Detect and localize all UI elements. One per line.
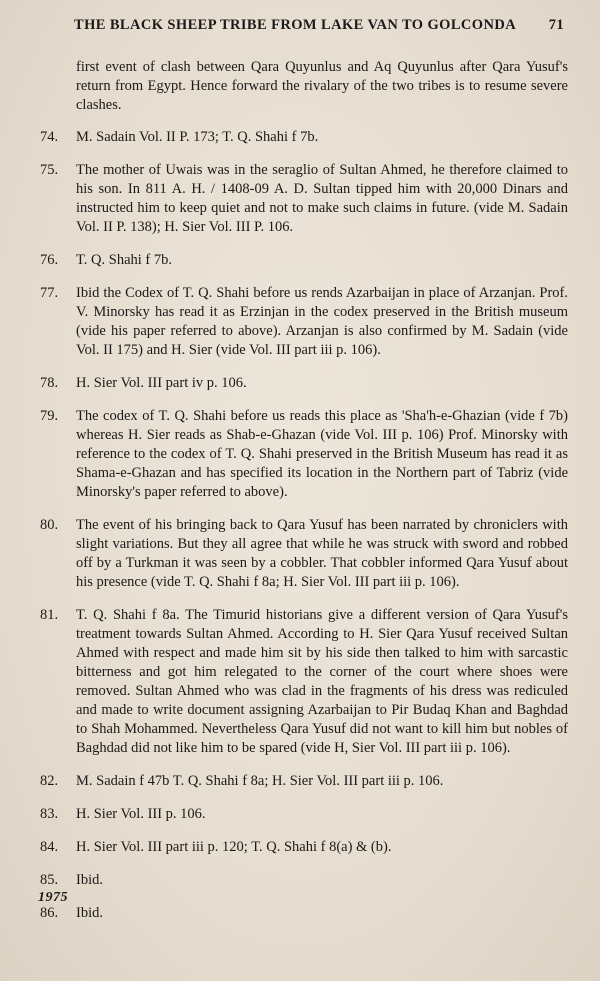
endnote-number: 74.: [40, 129, 59, 145]
endnote-78: [40, 374, 568, 393]
endnote-text: Ibid the Codex of T. Q. Shahi before us rends Azarbaijan in place of Arzanjan. Prof. V. Minorsky has read it as Erzinjan in the codex preserved in the British museum (vide his paper referred to above). Arzanjan is also confirmed by M. Sadain (vide Vol. II 175) and H. Sier (vide Vol. III part iii p. 106).: [76, 285, 568, 358]
endnote-85: [40, 871, 568, 890]
endnote-number: 78.: [40, 375, 59, 391]
endnote-76: [40, 251, 568, 270]
endnote-text: The codex of T. Q. Shahi before us reads this place as 'Sha'h-e-Ghazian (vide f 7b) whereas H. Sier reads as Shab-e-Ghazan (vide Vol. III p. 106) Prof. Minorsky with reference to the codex of T. Q. Shahi preserved in the British Museum has read it as Shama-e-Ghazan and has specified its location in the Northern part of Tabriz (vide Minorsky's paper referred to above).: [76, 408, 568, 500]
endnote-text: H. Sier Vol. III part iii p. 120; T. Q. Shahi f 8(a) & (b).: [76, 839, 392, 855]
endnote-79: [40, 407, 568, 502]
endnote-number: 77.: [40, 285, 59, 301]
running-title: THE BLACK SHEEP TRIBE FROM LAKE VAN TO GOLCONDA: [74, 17, 517, 33]
endnote-82: [40, 772, 568, 791]
endnote-text: The mother of Uwais was in the seraglio of Sultan Ahmed, he therefore claimed to his son. In 811 A. H. / 1408-09 A. D. Sultan tipped him with 20,000 Dinars and instructed him to keep quiet and not to make such claims in future. (vide M. Sadain Vol. II P. 138); H. Sier Vol. III P. 106.: [76, 162, 568, 235]
endnote-74: [40, 128, 568, 147]
endnote-text: Ibid.: [76, 905, 103, 921]
endnote-number: 83.: [40, 806, 59, 822]
printer-signature: 1975: [38, 890, 68, 905]
endnote-text: The event of his bringing back to Qara Yusuf has been narrated by chroniclers with slight variations. But they all agree that while he was struck with sword and robbed off by a Turkman it was seen by a cobbler. That cobbler informed Qara Yusuf about his presence (vide T. Q. Shahi f 8a; H. Sier Vol. III part iii p. 106).: [76, 517, 568, 590]
continued-note-text: first event of clash between Qara Quyunlus and Aq Quyunlus after Qara Yusuf's return from Egypt. Hence forward the rivalary of the two tribes is to resume severe clashes.: [76, 59, 568, 113]
endnote-number: 80.: [40, 517, 59, 533]
endnote-text: H. Sier Vol. III p. 106.: [76, 806, 206, 822]
endnote-text: T. Q. Shahi f 8a. The Timurid historians give a different version of Qara Yusuf's treatment towards Sultan Ahmed. According to H. Sier Qara Yusuf received Sultan Ahmed with respect and made him sit by his side then talked to him with sarcastic bitterness and got him relegated to the corner of the court where shoes were removed. Sultan Ahmed who was clad in the fragments of his dress was rediculed and made to write document assigning Azarbaijan to Pir Budaq Khan and Baghdad to Shah Mohammed. Nevertheless Qara Yusuf did not want to kill him but nobles of Baghdad did not like him to be spared (vide H, Sier Vol. III part iii p. 106).: [76, 607, 568, 756]
page-number: 71: [548, 17, 564, 33]
endnote-number: 75.: [40, 162, 59, 178]
endnote-83: [40, 805, 568, 824]
endnotes: [40, 58, 568, 923]
endnote-86: [40, 904, 568, 923]
endnote-80: [40, 516, 568, 592]
endnote-number: 84.: [40, 839, 59, 855]
running-header: [74, 17, 564, 39]
endnote-text: M. Sadain Vol. II P. 173; T. Q. Shahi f 7b.: [76, 129, 319, 145]
endnote-text: M. Sadain f 47b T. Q. Shahi f 8a; H. Sier Vol. III part iii p. 106.: [76, 773, 444, 789]
endnote-84: [40, 838, 568, 857]
endnote-81: [40, 606, 568, 758]
endnote-number: 76.: [40, 252, 59, 268]
endnote-number: 79.: [40, 408, 59, 424]
endnote-number: 85.: [40, 872, 59, 888]
endnote-text: Ibid.: [76, 872, 103, 888]
endnote-number: 86.: [40, 905, 59, 921]
endnote-75: [40, 161, 568, 237]
endnote-number: 81.: [40, 607, 59, 623]
endnote-text: H. Sier Vol. III part iv p. 106.: [76, 375, 247, 391]
endnote-text: T. Q. Shahi f 7b.: [76, 252, 172, 268]
endnote-77: [40, 284, 568, 360]
endnote-number: 82.: [40, 773, 59, 789]
